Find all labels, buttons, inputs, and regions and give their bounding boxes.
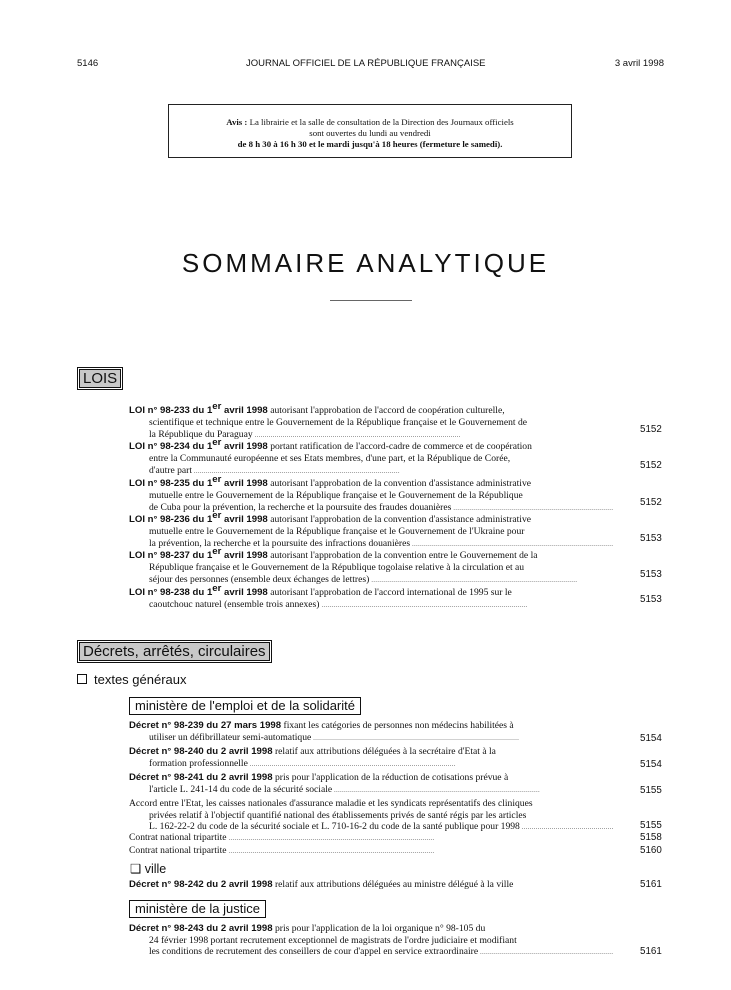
ministry-heading-justice: ministère de la justice [129, 900, 266, 918]
page-ref: 5152 [640, 424, 662, 435]
decret-entry-1: Décret n° 98-239 du 27 mars 1998 fixant les catégories de personnes non médecins habilitées à utiliser un défibrillateur semi-automatique . . . [129, 720, 613, 745]
page-ref: 5158 [640, 832, 662, 843]
opening-hours-notice [168, 104, 572, 158]
title-divider [330, 300, 412, 301]
contrat-entry-2: Contrat national tripartite . . . [129, 845, 613, 859]
page-ref: 5155 [640, 785, 662, 796]
contrat-entry-1: Contrat national tripartite . . . [129, 832, 613, 846]
loi-entry-4: LOI n° 98-236 du 1er avril 1998 autorisant l'approbation de la convention d'assistance administrative mutuelle entre le Gouvernement de la République française et le Gouvernement de l'Ukraine pour la prévention, la recherche et la poursuite des infractions douanières . . . [129, 510, 613, 551]
corner-bullet-icon: ❑ [130, 862, 142, 876]
page-ref: 5152 [640, 497, 662, 508]
page-title: SOMMAIRE ANALYTIQUE [181, 248, 550, 278]
decret-entry-3: Décret n° 98-241 du 2 avril 1998 pris pour l'application de la réduction de cotisations prévue à l'article L. 241-14 du code de la sécurité sociale . . . [129, 772, 613, 797]
loi-entry-5: LOI n° 98-237 du 1er avril 1998 autorisant l'approbation de la convention entre le Gouvernement de la République française et le Gouvernement de la République togolaise relative à la circulation et au séjour des personnes (ensemble deux échanges de lettres) . . . [129, 546, 613, 587]
notice-line-3: de 8 h 30 à 16 h 30 et le mardi jusqu'à 18 heures (fermeture le samedi). [237, 139, 503, 149]
loi-entry-1: LOI n° 98-233 du 1er avril 1998 autorisant l'approbation de l'accord de coopération culturelle, scientifique et technique entre le Gouvernement de la République française et le Gouvernement de la République du Paraguay . . . [129, 401, 613, 442]
journal-title: JOURNAL OFFICIEL DE LA RÉPUBLIQUE FRANÇAISE [246, 58, 486, 69]
notice-line-1: La librairie et la salle de consultation de la Direction des Journaux officiels [249, 117, 514, 127]
page-ref: 5161 [640, 879, 662, 890]
page-ref: 5152 [640, 460, 662, 471]
checkbox-bullet-icon [77, 674, 87, 684]
decret-entry-2: Décret n° 98-240 du 2 avril 1998 relatif aux attributions déléguées à la secrétaire d'Etat à la formation professionnelle . . . [129, 746, 613, 771]
section-heading-decrets: Décrets, arrêtés, circulaires [77, 640, 272, 663]
page-ref: 5160 [640, 845, 662, 856]
notice-line-2: sont ouvertes du lundi au vendredi [309, 128, 431, 138]
decret-entry-justice: Décret n° 98-243 du 2 avril 1998 pris pour l'application de la loi organique n° 98-105 du 24 février 1998 portant recrutement exceptionnel de magistrats de l'ordre judiciaire et modifiant les conditions de recrutement des conseillers de cour d'appel en service extraordinaire . . . [129, 923, 613, 960]
decret-entry-ville: Décret n° 98-242 du 2 avril 1998 relatif aux attributions déléguées au ministre délégué à la ville [129, 879, 514, 890]
page-ref: 5154 [640, 733, 662, 744]
page-ref: 5153 [640, 594, 662, 605]
page-ref: 5153 [640, 533, 662, 544]
ministry-heading-ville: ❑ ville [130, 862, 167, 876]
page-ref: 5154 [640, 759, 662, 770]
notice-label: Avis : [226, 117, 248, 127]
section-heading-lois: LOIS [77, 367, 123, 390]
loi-entry-6: LOI n° 98-238 du 1er avril 1998 autorisant l'approbation de l'accord international de 1995 sur le caoutchouc naturel (ensemble trois annexes) . . . [129, 583, 613, 613]
loi-entry-3: LOI n° 98-235 du 1er avril 1998 autorisant l'approbation de la convention d'assistance administrative mutuelle entre le Gouvernement de la République française et le Gouvernement de la République de Cuba pour la prévention, la recherche et la poursuite des fraudes douanières . . . [129, 474, 613, 515]
page-ref: 5153 [640, 569, 662, 580]
accord-entry: Accord entre l'Etat, les caisses nationales d'assurance maladie et les syndicats représentatifs des cliniques privées relatif à l'objectif quantifié national des établissements privés de santé régis par les articles L. 162-22-2 du code de la sécurité sociale et L. 710-16-2 du code de la santé publique pour 1998 . . . [129, 798, 613, 835]
loi-entry-2: LOI n° 98-234 du 1er avril 1998 portant ratification de l'accord-cadre de commerce et de coopération entre la Communauté européenne et ses Etats membres, d'une part, et la République de Corée, d'autre part . . . [129, 437, 613, 478]
issue-date: 3 avril 1998 [614, 58, 664, 69]
page-number: 5146 [77, 58, 99, 69]
page-ref: 5155 [640, 820, 662, 831]
page-ref: 5161 [640, 946, 662, 957]
ministry-heading-emploi: ministère de l'emploi et de la solidarité [129, 697, 361, 715]
subsection-textes-generaux: textes généraux [77, 672, 187, 687]
